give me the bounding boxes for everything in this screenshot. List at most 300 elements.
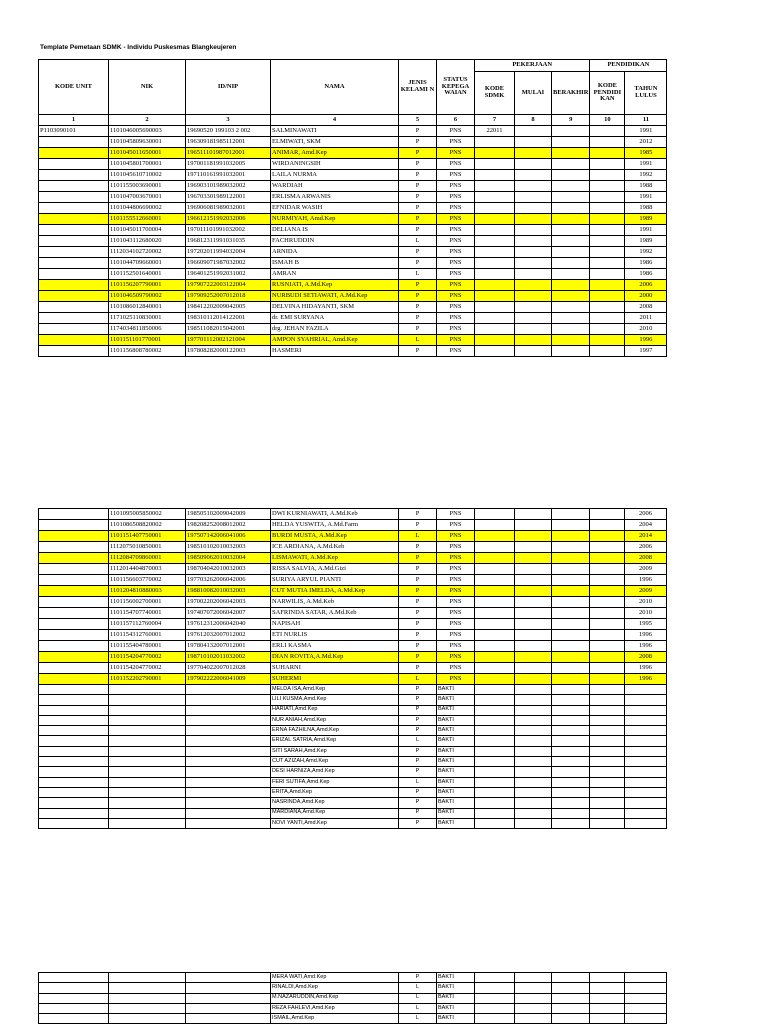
nama-cell: ERLISMA ARWANIS <box>271 192 399 203</box>
nama-cell: DIAN ROVITA,A.Md.Kep <box>271 652 399 663</box>
kode-sdmk-cell <box>475 258 515 269</box>
kode-unit-cell <box>39 1003 109 1013</box>
kode-sdmk-cell <box>475 630 515 641</box>
nip-cell: 196812311991031035 <box>186 236 271 247</box>
nik-cell <box>109 726 186 736</box>
tahun-lulus-cell: 1985 <box>625 148 667 159</box>
nik-cell: 1101152501640001 <box>109 269 186 280</box>
mulai-cell <box>515 641 552 652</box>
table-row <box>39 302 667 313</box>
status-cell: PNS <box>437 597 475 608</box>
nama-cell: ETI NURLIS <box>271 630 399 641</box>
tahun-lulus-cell: 2008 <box>625 302 667 313</box>
nama-cell: LAILA NURMA <box>271 170 399 181</box>
kode-unit-cell: P1103090101 <box>39 126 109 137</box>
nama-cell: SALMINAWATI <box>271 126 399 137</box>
jenis-kelamin-cell: P <box>399 192 437 203</box>
berakhir-cell <box>552 553 590 564</box>
tahun-lulus-cell <box>625 726 667 736</box>
nama-cell: ERIZAL SATRIA,Amd.Kep <box>271 736 399 746</box>
nip-cell <box>186 695 271 705</box>
nama-cell: ISMAIL,Amd.Kep <box>271 1014 399 1024</box>
jenis-kelamin-cell: P <box>399 619 437 630</box>
nip-cell: 197701112002121004 <box>186 335 271 346</box>
kode-sdmk-cell <box>475 983 515 993</box>
kode-pendidikan-cell <box>590 280 625 291</box>
berakhir-cell <box>552 726 590 736</box>
berakhir-cell <box>552 280 590 291</box>
nama-cell: CUT AZIZAH,Amd.Kep <box>271 757 399 767</box>
nik-cell: 1112075010850001 <box>109 542 186 553</box>
mulai-cell <box>515 126 552 137</box>
nip-cell: 19690520 199103 2 002 <box>186 126 271 137</box>
kode-unit-cell <box>39 335 109 346</box>
mulai-cell <box>515 564 552 575</box>
table-row <box>39 542 667 553</box>
nip-cell: 198710102011032002 <box>186 652 271 663</box>
kode-pendidikan-cell <box>590 214 625 225</box>
kode-pendidikan-cell <box>590 818 625 828</box>
kode-unit-cell <box>39 695 109 705</box>
nama-cell: HELDA YUSWITA, A.Md.Farm <box>271 520 399 531</box>
mulai-cell <box>515 313 552 324</box>
kode-sdmk-cell <box>475 214 515 225</box>
kode-unit-cell <box>39 214 109 225</box>
jenis-kelamin-cell: P <box>399 726 437 736</box>
kode-pendidikan-cell <box>590 542 625 553</box>
kode-unit-cell <box>39 608 109 619</box>
mulai-cell <box>515 767 552 777</box>
jenis-kelamin-cell: P <box>399 280 437 291</box>
nik-cell: 1101156808780002 <box>109 346 186 357</box>
nip-cell: 198510102010032003 <box>186 542 271 553</box>
mulai-cell <box>515 280 552 291</box>
table-row <box>39 715 667 725</box>
kode-unit-cell <box>39 137 109 148</box>
nip-cell: 196609071987032002 <box>186 258 271 269</box>
mulai-cell <box>515 777 552 787</box>
status-cell: PNS <box>437 674 475 685</box>
table-row <box>39 258 667 269</box>
nip-cell: 197804132007012001 <box>186 641 271 652</box>
kode-unit-cell <box>39 983 109 993</box>
table-row <box>39 247 667 258</box>
mulai-cell <box>515 736 552 746</box>
table-row <box>39 575 667 586</box>
kode-pendidikan-cell <box>590 203 625 214</box>
berakhir-cell <box>552 757 590 767</box>
nik-cell <box>109 787 186 797</box>
nik-cell <box>109 685 186 695</box>
column-number: 11 <box>625 115 667 126</box>
kode-unit-cell <box>39 269 109 280</box>
kode-sdmk-cell <box>475 641 515 652</box>
tahun-lulus-cell <box>625 1014 667 1024</box>
berakhir-cell <box>552 818 590 828</box>
table-row <box>39 641 667 652</box>
kode-pendidikan-cell <box>590 181 625 192</box>
nip-cell: 196612151992032006 <box>186 214 271 225</box>
status-cell: BAKTI <box>437 777 475 787</box>
nip-cell <box>186 818 271 828</box>
nik-cell: 1101152202790001 <box>109 674 186 685</box>
jenis-kelamin-cell: L <box>399 1014 437 1024</box>
jenis-kelamin-cell: L <box>399 236 437 247</box>
nama-cell: EFNIDAR WASIH <box>271 203 399 214</box>
column-number: 8 <box>515 115 552 126</box>
status-cell: BAKTI <box>437 983 475 993</box>
jenis-kelamin-cell: P <box>399 715 437 725</box>
status-cell: BAKTI <box>437 736 475 746</box>
table-row <box>39 236 667 247</box>
mulai-cell <box>515 993 552 1003</box>
berakhir-cell <box>552 1014 590 1024</box>
table-row <box>39 203 667 214</box>
kode-sdmk-cell <box>475 586 515 597</box>
mulai-cell <box>515 685 552 695</box>
header-kode-sdmk: KODE SDMK <box>475 72 515 115</box>
nik-cell: 1101155404780001 <box>109 641 186 652</box>
jenis-kelamin-cell: P <box>399 685 437 695</box>
kode-unit-cell <box>39 302 109 313</box>
table-row <box>39 346 667 357</box>
mulai-cell <box>515 148 552 159</box>
kode-sdmk-cell <box>475 808 515 818</box>
mulai-cell <box>515 798 552 808</box>
tahun-lulus-cell: 1991 <box>625 159 667 170</box>
nip-cell <box>186 973 271 983</box>
berakhir-cell <box>552 630 590 641</box>
status-cell: PNS <box>437 225 475 236</box>
nama-cell: SUHERMI <box>271 674 399 685</box>
column-number: 9 <box>552 115 590 126</box>
nip-cell <box>186 1003 271 1013</box>
kode-unit-cell <box>39 520 109 531</box>
kode-unit-cell <box>39 247 109 258</box>
nip-cell: 198505102009042009 <box>186 509 271 520</box>
nik-cell: 1101156002700001 <box>109 597 186 608</box>
mulai-cell <box>515 705 552 715</box>
header-idnip: ID/NIP <box>186 60 271 115</box>
kode-sdmk-cell <box>475 269 515 280</box>
mulai-cell <box>515 192 552 203</box>
table-row <box>39 746 667 756</box>
kode-unit-cell <box>39 258 109 269</box>
nik-cell: 1174034811850006 <box>109 324 186 335</box>
header-kode-unit: KODE UNIT <box>39 60 109 115</box>
table-row <box>39 313 667 324</box>
kode-unit-cell <box>39 291 109 302</box>
status-cell: PNS <box>437 269 475 280</box>
jenis-kelamin-cell: P <box>399 767 437 777</box>
mulai-cell <box>515 619 552 630</box>
kode-sdmk-cell <box>475 818 515 828</box>
table-row <box>39 137 667 148</box>
kode-unit-cell <box>39 346 109 357</box>
kode-sdmk-cell <box>475 280 515 291</box>
kode-sdmk-cell <box>475 1014 515 1024</box>
tahun-lulus-cell: 1996 <box>625 641 667 652</box>
column-number: 1 <box>39 115 109 126</box>
nama-cell: HARIATI,Amd.Kep <box>271 705 399 715</box>
nama-cell: SITI SARAH,Amd.Kep <box>271 746 399 756</box>
jenis-kelamin-cell: P <box>399 520 437 531</box>
berakhir-cell <box>552 695 590 705</box>
tahun-lulus-cell <box>625 695 667 705</box>
mulai-cell <box>515 715 552 725</box>
kode-unit-cell <box>39 575 109 586</box>
kode-pendidikan-cell <box>590 1003 625 1013</box>
header-berakhir: BERAKHIR <box>552 72 590 115</box>
nik-cell <box>109 746 186 756</box>
tahun-lulus-cell <box>625 746 667 756</box>
jenis-kelamin-cell: P <box>399 630 437 641</box>
status-cell: PNS <box>437 663 475 674</box>
nip-cell: 198704042010032003 <box>186 564 271 575</box>
status-cell: PNS <box>437 641 475 652</box>
berakhir-cell <box>552 1003 590 1013</box>
nama-cell: AMPON SYAHRIAL, Amd.Kep <box>271 335 399 346</box>
jenis-kelamin-cell: P <box>399 542 437 553</box>
nama-cell: MARDIANA,Amd.Kep <box>271 808 399 818</box>
table-row <box>39 192 667 203</box>
table-row <box>39 630 667 641</box>
status-cell: PNS <box>437 520 475 531</box>
nik-cell <box>109 777 186 787</box>
kode-unit-cell <box>39 757 109 767</box>
nama-cell: ERITA,Amd.Kep <box>271 787 399 797</box>
berakhir-cell <box>552 258 590 269</box>
status-cell: PNS <box>437 509 475 520</box>
table-row <box>39 531 667 542</box>
jenis-kelamin-cell: P <box>399 798 437 808</box>
nama-cell: NURBUDI SETIAWATI, A.Md.Kep <box>271 291 399 302</box>
berakhir-cell <box>552 767 590 777</box>
table-row <box>39 787 667 797</box>
column-number: 2 <box>109 115 186 126</box>
nama-cell: NAPISAH <box>271 619 399 630</box>
table-row <box>39 685 667 695</box>
jenis-kelamin-cell: P <box>399 564 437 575</box>
kode-pendidikan-cell <box>590 597 625 608</box>
kode-sdmk-cell <box>475 159 515 170</box>
nik-cell: 1101156207790001 <box>109 280 186 291</box>
status-cell: PNS <box>437 280 475 291</box>
nama-cell: NASRINDA,Amd.Kep <box>271 798 399 808</box>
nik-cell <box>109 1003 186 1013</box>
nip-cell: 197407072006042007 <box>186 608 271 619</box>
kode-sdmk-cell <box>475 520 515 531</box>
nik-cell: 1101086012840001 <box>109 302 186 313</box>
tahun-lulus-cell: 2010 <box>625 324 667 335</box>
kode-unit-cell <box>39 192 109 203</box>
kode-pendidikan-cell <box>590 236 625 247</box>
kode-sdmk-cell <box>475 715 515 725</box>
kode-sdmk-cell <box>475 736 515 746</box>
table-row <box>39 148 667 159</box>
kode-pendidikan-cell <box>590 247 625 258</box>
tahun-lulus-cell: 1996 <box>625 335 667 346</box>
jenis-kelamin-cell: L <box>399 335 437 346</box>
kode-pendidikan-cell <box>590 787 625 797</box>
nik-cell: 1101045610710002 <box>109 170 186 181</box>
nik-cell <box>109 705 186 715</box>
kode-unit-cell <box>39 736 109 746</box>
nip-cell <box>186 787 271 797</box>
jenis-kelamin-cell: P <box>399 553 437 564</box>
mulai-cell <box>515 170 552 181</box>
berakhir-cell <box>552 269 590 280</box>
nik-cell: 1101204810880003 <box>109 586 186 597</box>
nik-cell: 1112034102720002 <box>109 247 186 258</box>
status-cell: PNS <box>437 291 475 302</box>
berakhir-cell <box>552 746 590 756</box>
berakhir-cell <box>552 346 590 357</box>
nik-cell: 1101154312760001 <box>109 630 186 641</box>
table-row <box>39 335 667 346</box>
nik-cell <box>109 818 186 828</box>
nip-cell: 197612032007012002 <box>186 630 271 641</box>
kode-pendidikan-cell <box>590 291 625 302</box>
nik-cell: 1101045011650001 <box>109 148 186 159</box>
status-cell: BAKTI <box>437 808 475 818</box>
tahun-lulus-cell: 1989 <box>625 214 667 225</box>
sdmk-table-block-2 <box>38 508 667 829</box>
table-row <box>39 608 667 619</box>
kode-unit-cell <box>39 1014 109 1024</box>
kode-unit-cell <box>39 324 109 335</box>
berakhir-cell <box>552 575 590 586</box>
nip-cell: 197002202006042003 <box>186 597 271 608</box>
nip-cell <box>186 705 271 715</box>
header-nik: NIK <box>109 60 186 115</box>
nip-cell: 197703262006042006 <box>186 575 271 586</box>
nama-cell: DWI KURNIAWATI, A.Md.Keb <box>271 509 399 520</box>
berakhir-cell <box>552 335 590 346</box>
berakhir-cell <box>552 983 590 993</box>
tahun-lulus-cell <box>625 808 667 818</box>
tahun-lulus-cell <box>625 715 667 725</box>
table-row <box>39 269 667 280</box>
kode-sdmk-cell <box>475 324 515 335</box>
status-cell: BAKTI <box>437 695 475 705</box>
nik-cell: 1101155003690001 <box>109 181 186 192</box>
berakhir-cell <box>552 247 590 258</box>
kode-pendidikan-cell <box>590 652 625 663</box>
table-row <box>39 586 667 597</box>
jenis-kelamin-cell: P <box>399 258 437 269</box>
jenis-kelamin-cell: P <box>399 324 437 335</box>
tahun-lulus-cell: 2008 <box>625 553 667 564</box>
header-jenis-kelamin: JENIS KELAMI N <box>399 60 437 115</box>
nik-cell <box>109 757 186 767</box>
berakhir-cell <box>552 973 590 983</box>
nama-cell: RINALDI,Amd.Kep <box>271 983 399 993</box>
status-cell: PNS <box>437 214 475 225</box>
kode-pendidikan-cell <box>590 126 625 137</box>
kode-unit-cell <box>39 705 109 715</box>
kode-sdmk-cell <box>475 787 515 797</box>
mulai-cell <box>515 509 552 520</box>
jenis-kelamin-cell: L <box>399 531 437 542</box>
tahun-lulus-cell: 1996 <box>625 674 667 685</box>
nik-cell: 1101044806690002 <box>109 203 186 214</box>
kode-unit-cell <box>39 531 109 542</box>
jenis-kelamin-cell: P <box>399 225 437 236</box>
kode-pendidikan-cell <box>590 674 625 685</box>
nama-cell: SAFRINDA SATAR, A.Md.Keb <box>271 608 399 619</box>
status-cell: PNS <box>437 346 475 357</box>
nik-cell: 1101155512660001 <box>109 214 186 225</box>
kode-sdmk-cell <box>475 564 515 575</box>
mulai-cell <box>515 542 552 553</box>
jenis-kelamin-cell: P <box>399 170 437 181</box>
kode-pendidikan-cell <box>590 586 625 597</box>
jenis-kelamin-cell: P <box>399 148 437 159</box>
jenis-kelamin-cell: P <box>399 757 437 767</box>
berakhir-cell <box>552 225 590 236</box>
nik-cell: 1101095005850002 <box>109 509 186 520</box>
document-title: Template Pemetaan SDMK - Individu Puskesmas Blangkeujeren <box>40 44 237 51</box>
nik-cell <box>109 973 186 983</box>
kode-unit-cell <box>39 509 109 520</box>
berakhir-cell <box>552 291 590 302</box>
kode-sdmk-cell <box>475 553 515 564</box>
kode-sdmk-cell <box>475 1003 515 1013</box>
tahun-lulus-cell <box>625 757 667 767</box>
nik-cell: 1101045809630001 <box>109 137 186 148</box>
table-row <box>39 324 667 335</box>
tahun-lulus-cell: 2006 <box>625 280 667 291</box>
nik-cell: 1171025110830001 <box>109 313 186 324</box>
table-row <box>39 225 667 236</box>
sdmk-table-block-1 <box>38 59 667 357</box>
kode-sdmk-cell <box>475 203 515 214</box>
kode-pendidikan-cell <box>590 619 625 630</box>
nik-cell: 1101154707740001 <box>109 608 186 619</box>
kode-unit-cell <box>39 619 109 630</box>
kode-pendidikan-cell <box>590 798 625 808</box>
berakhir-cell <box>552 302 590 313</box>
berakhir-cell <box>552 192 590 203</box>
nip-cell: 196903101989032002 <box>186 181 271 192</box>
jenis-kelamin-cell: P <box>399 346 437 357</box>
jenis-kelamin-cell: P <box>399 695 437 705</box>
status-cell: PNS <box>437 619 475 630</box>
kode-pendidikan-cell <box>590 335 625 346</box>
kode-unit-cell <box>39 586 109 597</box>
nama-cell: ICE ARDIANA, A.Md.Keb <box>271 542 399 553</box>
status-cell: PNS <box>437 564 475 575</box>
kode-sdmk-cell <box>475 619 515 630</box>
mulai-cell <box>515 757 552 767</box>
table-row <box>39 126 667 137</box>
berakhir-cell <box>552 148 590 159</box>
berakhir-cell <box>552 586 590 597</box>
kode-pendidikan-cell <box>590 663 625 674</box>
jenis-kelamin-cell: P <box>399 608 437 619</box>
nama-cell: MERA WATI,Amd.Kep <box>271 973 399 983</box>
mulai-cell <box>515 746 552 756</box>
tahun-lulus-cell: 1996 <box>625 663 667 674</box>
tahun-lulus-cell: 2012 <box>625 137 667 148</box>
status-cell: PNS <box>437 652 475 663</box>
mulai-cell <box>515 553 552 564</box>
nik-cell: 1101045011700004 <box>109 225 186 236</box>
mulai-cell <box>515 652 552 663</box>
kode-sdmk-cell <box>475 973 515 983</box>
kode-pendidikan-cell <box>590 767 625 777</box>
